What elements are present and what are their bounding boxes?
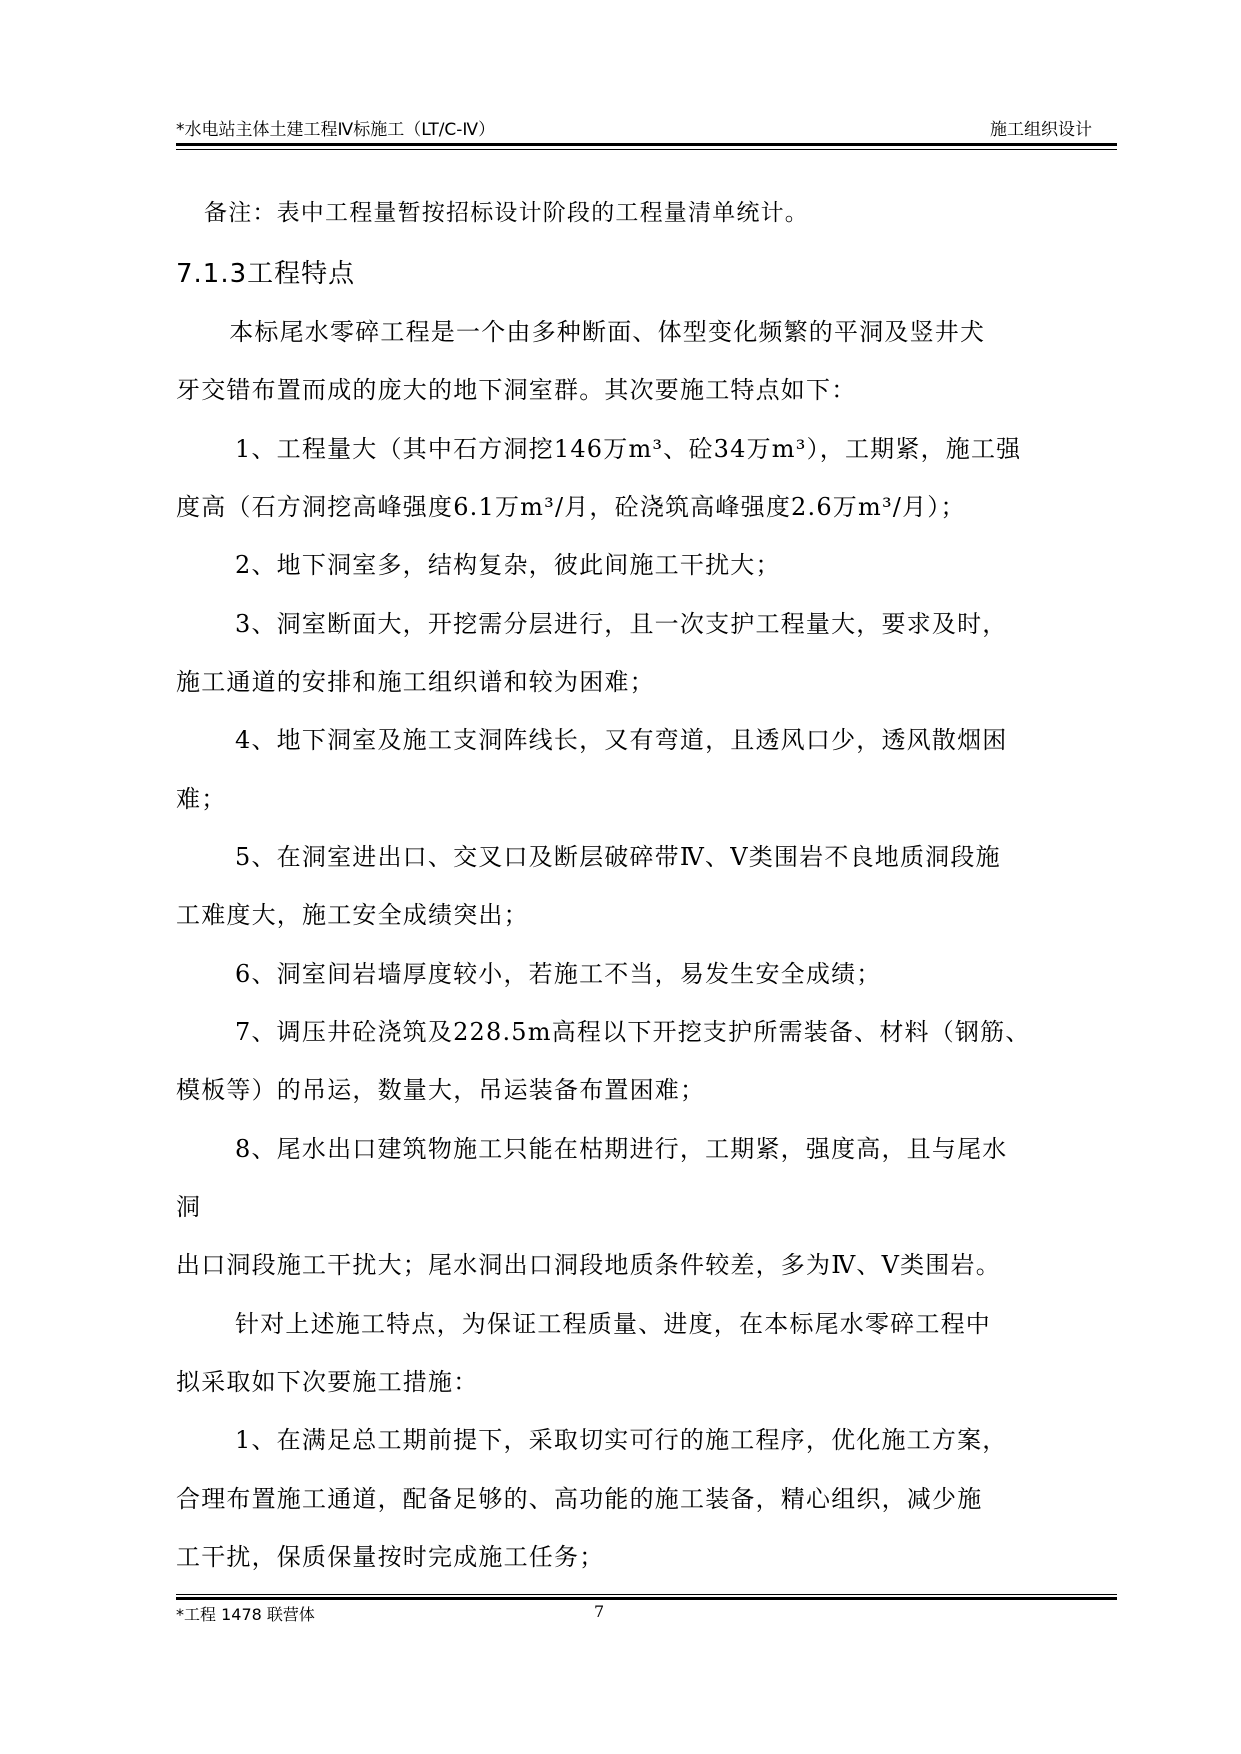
- paragraph-line: 6、洞室间岩墙厚度较小，若施工不当，易发生安全成绩；: [235, 960, 882, 988]
- footer-rule-thick: [176, 1597, 1117, 1600]
- paragraph-line: 难；: [176, 785, 227, 813]
- header-rule-thick: [176, 143, 1117, 146]
- paragraph-line: 度高（石方洞挖高峰强度6.1万m³/月，砼浇筑高峰强度2.6万m³/月）；: [176, 493, 966, 521]
- page-number: 7: [594, 1602, 605, 1621]
- paragraph-line: 2、地下洞室多，结构复杂，彼此间施工干扰大；: [235, 551, 781, 579]
- paragraph-line: 洞: [176, 1193, 202, 1221]
- paragraph-line: 5、在洞室进出口、交叉口及断层破碎带Ⅳ、Ⅴ类围岩不良地质洞段施: [235, 843, 1001, 871]
- paragraph-line: 3、洞室断面大，开挖需分层进行，且一次支护工程量大，要求及时，: [235, 610, 1008, 638]
- paragraph-line: 1、在满足总工期前提下，采取切实可行的施工程序，优化施工方案，: [235, 1426, 1008, 1454]
- paragraph-line: 模板等）的吊运，数量大，吊运装备布置困难；: [176, 1076, 706, 1104]
- footer-rule-thin: [176, 1594, 1117, 1595]
- paragraph-line: 8、尾水出口建筑物施工只能在枯期进行，工期紧，强度高，且与尾水: [235, 1135, 1008, 1163]
- paragraph-line: 7、调压井砼浇筑及228.5m高程以下开挖支护所需装备、材料（钢筋、: [235, 1018, 1031, 1046]
- paragraph-line: 出口洞段施工干扰大；尾水洞出口洞段地质条件较差，多为Ⅳ、Ⅴ类围岩。: [176, 1251, 1001, 1279]
- paragraph-line: 1、工程量大（其中石方洞挖146万m³、砼34万m³），工期紧，施工强: [235, 435, 1022, 463]
- footer-company: *工程 1478 联营体: [176, 1605, 315, 1624]
- paragraph-line: 施工通道的安排和施工组织谱和较为困难；: [176, 668, 655, 696]
- header-rule-thin: [176, 149, 1117, 150]
- paragraph-line: 工干扰，保质保量按时完成施工任务；: [176, 1543, 605, 1571]
- table-note: 备注：表中工程量暂按招标设计阶段的工程量清单统计。: [204, 200, 809, 226]
- paragraph-line: 4、地下洞室及施工支洞阵线长，又有弯道，且透风口少，透风散烟困: [235, 726, 1008, 754]
- section-heading: 7.1.3工程特点: [176, 259, 356, 289]
- paragraph-line: 合理布置施工通道，配备足够的、高功能的施工装备，精心组织，减少施: [176, 1485, 983, 1513]
- paragraph-line: 牙交错布置而成的庞大的地下洞室群。其次要施工特点如下：: [176, 376, 857, 404]
- paragraph-line: 针对上述施工特点，为保证工程质量、进度，在本标尾水零碎工程中: [235, 1310, 991, 1338]
- paragraph-line: 工难度大，施工安全成绩突出；: [176, 901, 529, 929]
- header-title: *水电站主体土建工程Ⅳ标施工（LT/C-Ⅳ）: [176, 120, 496, 140]
- header-doc-type: 施工组织设计: [990, 120, 1092, 140]
- paragraph-line: 拟采取如下次要施工措施：: [176, 1368, 479, 1396]
- paragraph-line: 本标尾水零碎工程是一个由多种断面、体型变化频繁的平洞及竖井犬: [204, 318, 986, 346]
- page-header: [176, 115, 1116, 145]
